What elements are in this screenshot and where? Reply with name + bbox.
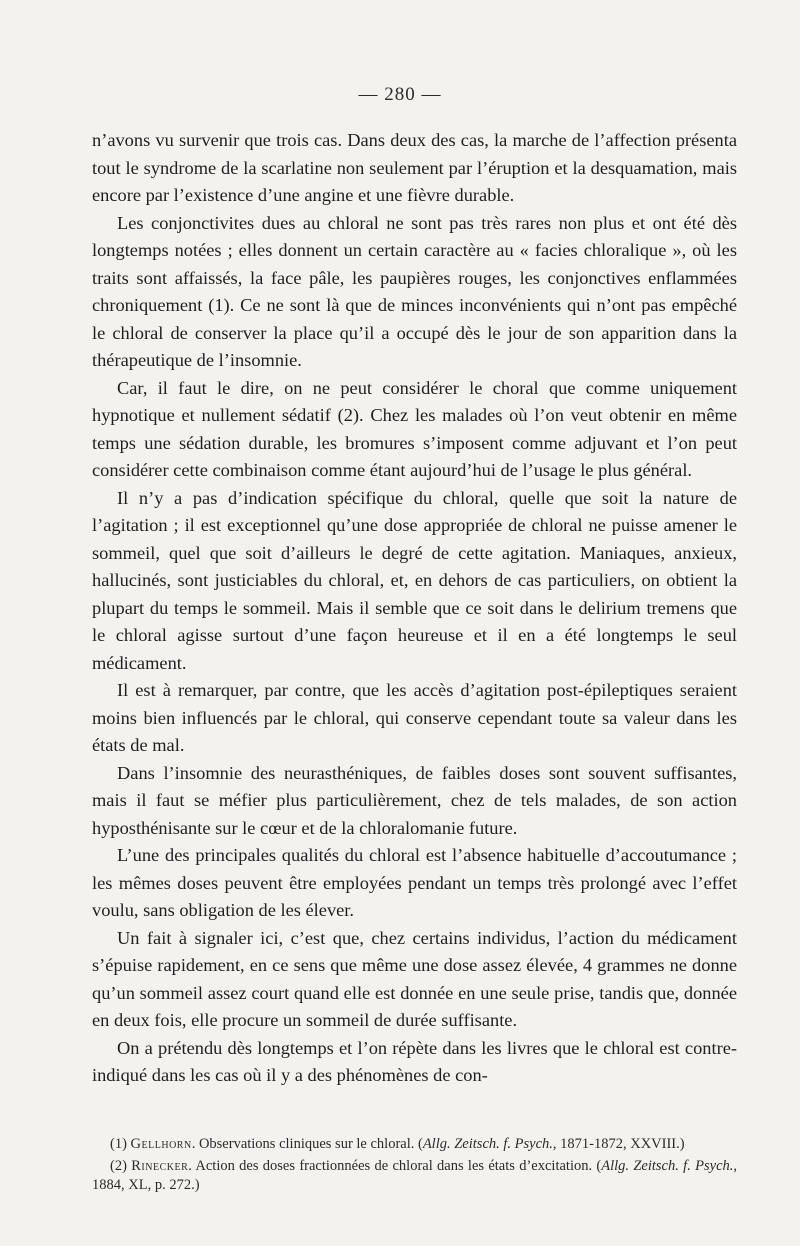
body-text [92,127,737,1090]
footnote-text: . Action des doses fractionnées de chloral dans les états d’excitation. ( [188,1157,602,1174]
paragraph: Un fait à signaler ici, c’est que, chez certains individus, l’action du médicament s’épuise rapidement, en ce sens que même une dose assez élevée, 4 grammes ne donne qu’un sommeil assez court quand elle est donnée en une seule prise, tandis que, donnée en deux fois, elle procure un sommeil de durée suffisante. [92,927,737,1030]
footnote-author: Rinecker [131,1157,189,1174]
paragraph: L’une des principales qualités du chloral est l’absence habituelle d’accoutumance ; les mêmes doses peuvent être employées pendant un temps très prolongé avec l’effet voulu, sans obligation de les élever. [92,845,737,920]
paragraph: Les conjonctivites dues au chloral ne sont pas très rares non plus et ont été dès longtemps notées ; elles donnent un certain caractère au « facies chloralique », où les traits sont affaissés, la face pâle, les paupières rouges, les conjonctives enflammées chroniquement (1). Ce ne sont là que de minces inconvénients qui n’ont pas empêché le chloral de conserver la place qu’il a occupé dès le jour de son apparition dans la thérapeutique de l’insomnie. [92,212,737,370]
footnote-source: Allg. Zeitsch. f. Psych. [422,1136,553,1152]
footnotes [92,1135,737,1198]
footnote-tail: , 1884, XL, p. 272.) [92,1157,738,1193]
page-number: — 280 — [358,84,442,105]
paragraph: Il est à remarquer, par contre, que les accès d’agitation post-épileptiques seraient moins bien influencés par le chloral, qui conserve cependant toute sa valeur dans les états de mal. [92,680,737,755]
footnote-marker: (2) [110,1157,127,1174]
paragraph: Car, il faut le dire, on ne peut considérer le choral que comme uniquement hypnotique et nullement sédatif (2). Chez les malades où l’on veut obtenir en même temps une sédation durable, les bromures s’imposent comme adjuvant et l’on peut considérer cette combinaison comme étant aujourd’hui de l’usage le plus général. [92,377,737,480]
footnote-tail: , 1871-1872, XXVIII.) [552,1136,685,1152]
paragraph: Dans l’insomnie des neurasthéniques, de faibles doses sont souvent suffisantes, mais il faut se méfier plus particulièrement, chez de tels malades, de son action hyposthénisante sur le cœur et de la chloralomanie future. [92,762,737,838]
paragraph: On a prétendu dès longtemps et l’on répète dans les livres que le chloral est contre-indiqué dans les cas où il y a des phénomènes de con- [92,1037,737,1085]
footnote-source: Allg. Zeitsch. f. Psych. [601,1157,734,1174]
footnote-text: . Observations cliniques sur le chloral. ( [191,1136,423,1152]
paragraph: n’avons vu survenir que trois cas. Dans deux des cas, la marche de l’affection présenta tout le syndrome de la scarlatine non seulement par l’éruption et la desquamation, mais encore par l’existence d’une angine et une fièvre durable. [92,130,737,205]
paragraph: Il n’y a pas d’indication spécifique du chloral, quelle que soit la nature de l’agitation ; il est exceptionnel qu’une dose appropriée de chloral ne puisse amener le sommeil, quel que soit d’ailleurs le degré de cette agitation. Maniaques, anxieux, hallucinés, sont justiciables du chloral, et, en dehors de cas particuliers, on obtient la plupart du temps le sommeil. Mais il semble que ce soit dans le delirium tremens que le chloral agisse surtout d’une façon heureuse et il en a été longtemps le seul médicament. [92,487,737,673]
footnote [92,1157,737,1196]
footnote-marker: (1) [110,1136,127,1152]
footnote [92,1135,737,1155]
footnote-author: Gellhorn [130,1136,192,1152]
